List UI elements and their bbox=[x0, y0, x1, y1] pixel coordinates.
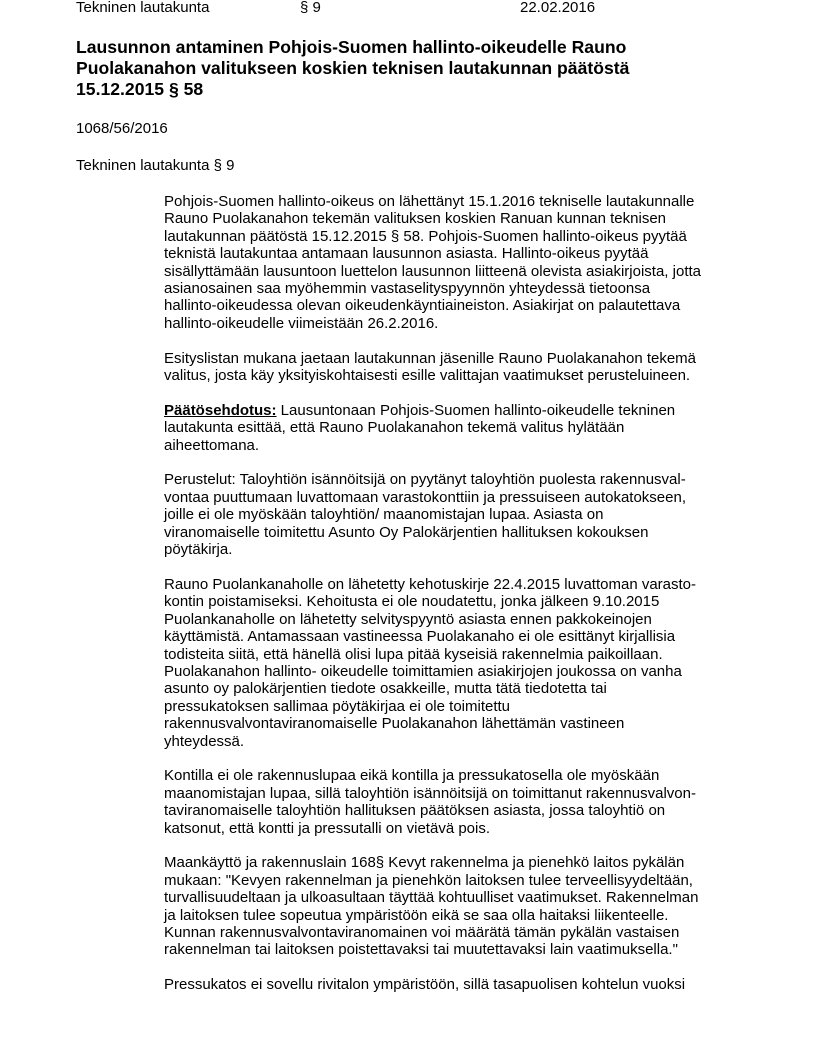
reference-number: 1068/56/2016 bbox=[76, 120, 168, 137]
body-paragraph: Perustelut: Taloyhtiön isännöitsijä on pyytänyt taloyhtiön puolesta rakennusval- vontaa puuttumaan luvattomaan varastokonttiin ja pressuiseen autokatokseen, joille ei ole myöskään taloyhtiön/ maanomistajan lupaa. Asiasta on viranomaiselle toimitettu Asunto Oy Palokärjentien hallituksen kokouksen pöytäkirja. bbox=[164, 471, 686, 559]
proposal-label: Päätösehdotus: bbox=[164, 401, 277, 419]
document-body bbox=[164, 193, 744, 1011]
document-title: Lausunnon antaminen Pohjois-Suomen hallinto-oikeudelle Rauno Puolakanahon valitukseen koskien teknisen lautakunnan päätöstä 15.12.2015 § 58 bbox=[76, 37, 630, 99]
proposal-text: Lausuntonaan Pohjois-Suomen hallinto-oikeudelle tekninen lautakunta esittää, että Rauno Puolakanahon tekemä valitus hylätään aiheettomana. bbox=[164, 401, 676, 454]
body-paragraph: Rauno Puolankanaholle on lähetetty kehotuskirje 22.4.2015 luvattoman varasto- kontin poistamiseksi. Kehoitusta ei ole noudatettu, jonka jälkeen 9.10.2015 Puolankanaholle on lähetetty selvityspyyntö asiasta ennen pakkokeinojen käyttämistä. Antamassaan vastineessa Puolakanaho ei ole esittänyt kirjallisia todisteita siitä, että hänellä olisi lupa pitää kyseisiä rakennelmia paikoillaan. Puolakanahon hallinto- oikeudelle toimittamien asiakirjojen joukossa on vanha asunto oy palokärjentien tiedote osakkeille, mutta tätä tiedotetta tai pressukatoksen sallimaa pöytäkirjaa ei ole toimitettu rakennusvalvontaviranomaiselle Puolakanahon lähettämän vastineen yhteydessä. bbox=[164, 575, 697, 750]
body-paragraph: Pohjois-Suomen hallinto-oikeus on lähettänyt 15.1.2016 tekniselle lautakunnalle Rauno Puolakanahon tekemän valituksen koskien Ranuan kunnan teknisen lautakunnan päätöstä 15.12.2015 § 58. Pohjois-Suomen hallinto-oikeus pyytää teknistä lautakuntaa antamaan lausunnon asiasta. Hallinto-oikeus pyytää sisällyttämään lausuntoon luettelon lausunnon liitteenä olevista asiakirjoista, jotta asianosainen saa myöhemmin vastaselityspyynnön yhteydessä tietoonsa hallinto-oikeudessa olevan oikeudenkäyntiaineiston. Asiakirjat on palautettava hallinto-oikeudelle viimeistään 26.2.2016. bbox=[164, 193, 701, 332]
header-section-number: § 9 bbox=[300, 0, 321, 16]
body-paragraph: Maankäyttö ja rakennuslain 168§ Kevyt rakennelma ja pienehkö laitos pykälän mukaan: "Kevyen rakennelman ja pienehkön laitoksen tulee terveellisyydeltään, turvallisuudeltaan ja ulkoasultaan täyttää kohtuulliset vaatimukset. Rakennelman ja laitoksen tulee sopeutua ympäristöön eikä se saa olla haitaksi liikenteelle. Kunnan rakennusvalvontaviranomainen voi määrätä tämän pykälän vastaisen rakennelman tai laitoksen poistettavaksi tai muutettavaksi lain vaatimuksella." bbox=[164, 854, 699, 959]
body-paragraph: Kontilla ei ole rakennuslupaa eikä kontilla ja pressukatosella ole myöskään maanomistajan lupaa, sillä taloyhtiön isännöitsijä on toimittanut rakennusvalvon- taviranomaiselle taloyhtiön hallituksen päätöksen asiasta, jossa taloyhtiö on katsonut, että kontti ja pressutalli on vietävä pois. bbox=[164, 767, 696, 837]
decision-proposal bbox=[164, 402, 744, 454]
header-board-name: Tekninen lautakunta bbox=[76, 0, 210, 16]
document-header bbox=[76, 0, 776, 18]
header-date: 22.02.2016 bbox=[520, 0, 596, 16]
body-paragraph: Esityslistan mukana jaetaan lautakunnan jäsenille Rauno Puolakanahon tekemä valitus, josta käy yksityiskohtaisesti esille valittajan vaatimukset perusteluineen. bbox=[164, 349, 697, 385]
body-paragraph: Pressukatos ei sovellu rivitalon ympäristöön, sillä tasapuolisen kohtelun vuoksi bbox=[164, 976, 686, 994]
section-reference: Tekninen lautakunta § 9 bbox=[76, 157, 235, 174]
